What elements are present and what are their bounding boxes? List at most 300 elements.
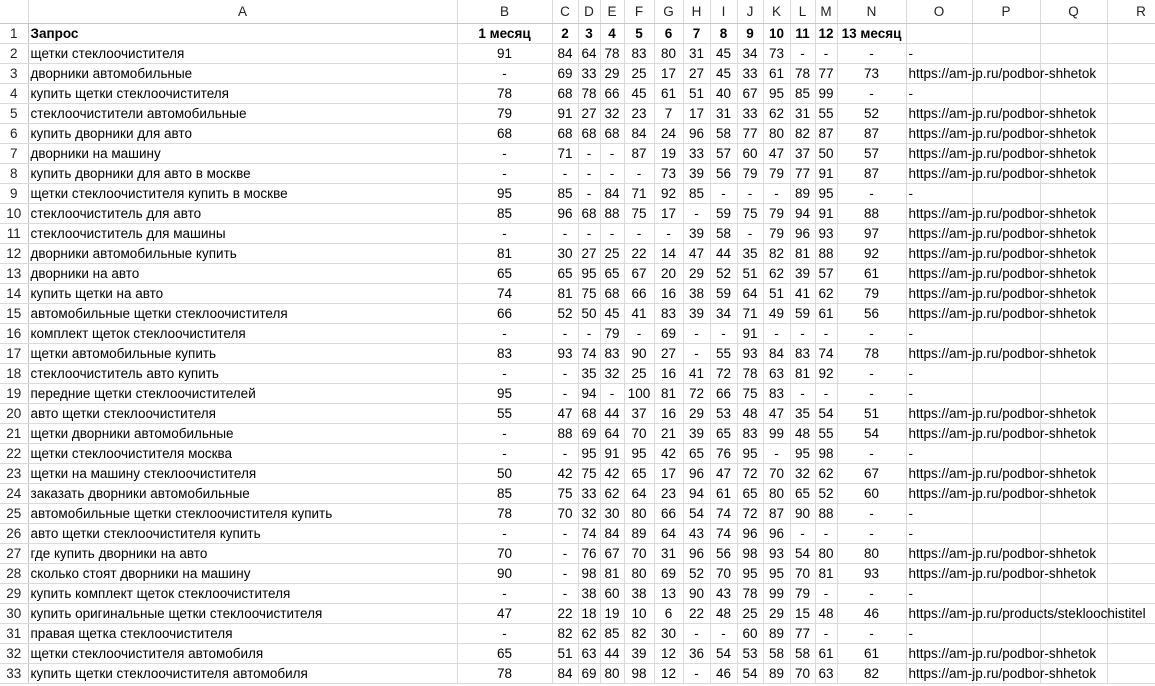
cell-value[interactable]: 33 [737, 63, 763, 83]
cell-value[interactable]: 35 [790, 403, 815, 423]
cell-value[interactable]: 64 [600, 423, 624, 443]
cell-value[interactable]: 48 [737, 403, 763, 423]
cell-empty[interactable] [906, 23, 972, 43]
row-number[interactable]: 4 [0, 83, 28, 103]
row-number[interactable]: 32 [0, 643, 28, 663]
cell-value[interactable]: 70 [790, 563, 815, 583]
column-header-P[interactable]: P [972, 0, 1040, 23]
cell-empty[interactable] [1040, 503, 1107, 523]
cell-empty[interactable] [1107, 343, 1155, 363]
cell-month-header[interactable]: 8 [710, 23, 737, 43]
cell-query[interactable]: щетки автомобильные купить [28, 343, 457, 363]
cell-value[interactable]: 61 [815, 303, 837, 323]
cell-value[interactable]: 95 [457, 383, 552, 403]
cell-value[interactable]: 84 [600, 183, 624, 203]
cell-value[interactable]: 85 [552, 183, 578, 203]
cell-empty[interactable] [1107, 623, 1155, 643]
cell-value[interactable]: 38 [624, 583, 654, 603]
cell-month-header[interactable]: 13 месяц [837, 23, 906, 43]
cell-value[interactable]: 93 [837, 563, 906, 583]
cell-url[interactable] [906, 103, 1097, 123]
cell-value[interactable]: 27 [578, 243, 600, 263]
cell-value[interactable]: 35 [737, 243, 763, 263]
cell-query[interactable]: сколько стоят дворники на машину [28, 563, 457, 583]
cell-value[interactable]: 64 [737, 283, 763, 303]
cell-value[interactable]: 87 [837, 163, 906, 183]
cell-value[interactable]: 48 [815, 603, 837, 623]
cell-value[interactable]: - [457, 143, 552, 163]
cell-value[interactable]: 69 [654, 323, 683, 343]
cell-value[interactable]: 75 [737, 203, 763, 223]
cell-value[interactable]: 62 [763, 263, 790, 283]
cell-value[interactable]: 95 [763, 83, 790, 103]
cell-empty[interactable] [1107, 103, 1155, 123]
cell-value[interactable]: 54 [837, 423, 906, 443]
cell-value[interactable]: 91 [600, 443, 624, 463]
cell-value[interactable]: 76 [710, 443, 737, 463]
cell-value[interactable]: 85 [600, 623, 624, 643]
cell-value[interactable]: 64 [624, 483, 654, 503]
cell-value[interactable]: - [837, 503, 906, 523]
cell-value[interactable]: 16 [654, 283, 683, 303]
cell-value[interactable]: 96 [790, 223, 815, 243]
cell-empty[interactable] [1107, 163, 1155, 183]
cell-value[interactable]: 48 [790, 423, 815, 443]
cell-value[interactable]: 82 [763, 243, 790, 263]
cell-value[interactable]: 45 [600, 303, 624, 323]
row-number[interactable]: 3 [0, 63, 28, 83]
cell-value[interactable]: 75 [578, 283, 600, 303]
cell-value[interactable]: - [815, 623, 837, 643]
cell-empty[interactable] [972, 23, 1040, 43]
cell-value[interactable]: 80 [624, 503, 654, 523]
cell-value[interactable]: 41 [683, 363, 710, 383]
cell-query[interactable]: дворники автомобильные [28, 63, 457, 83]
cell-value[interactable]: 72 [683, 383, 710, 403]
cell-value[interactable]: 85 [457, 203, 552, 223]
column-header-Q[interactable]: Q [1040, 0, 1107, 23]
cell-value[interactable]: 84 [552, 663, 578, 683]
cell-empty[interactable] [1040, 523, 1107, 543]
cell-value[interactable]: 73 [763, 43, 790, 63]
row-number[interactable]: 29 [0, 583, 28, 603]
cell-value[interactable]: 18 [578, 603, 600, 623]
cell-value[interactable]: 78 [737, 583, 763, 603]
cell-value[interactable]: 68 [578, 203, 600, 223]
cell-value[interactable]: 55 [815, 103, 837, 123]
cell-value[interactable]: 61 [815, 643, 837, 663]
cell-value[interactable]: 27 [683, 63, 710, 83]
cell-empty[interactable] [1107, 303, 1155, 323]
column-header-N[interactable]: N [837, 0, 906, 23]
cell-value[interactable]: 80 [763, 123, 790, 143]
cell-value[interactable]: 33 [683, 143, 710, 163]
cell-value[interactable]: 80 [624, 563, 654, 583]
row-number[interactable]: 18 [0, 363, 28, 383]
cell-value[interactable]: - [457, 423, 552, 443]
cell-value[interactable]: 61 [654, 83, 683, 103]
cell-value[interactable]: 47 [710, 463, 737, 483]
cell-empty[interactable] [1107, 283, 1155, 303]
cell-query[interactable]: щетки стеклоочистителя москва [28, 443, 457, 463]
cell-empty[interactable] [972, 323, 1040, 343]
cell-empty[interactable] [1107, 563, 1155, 583]
cell-value[interactable]: - [683, 343, 710, 363]
cell-url[interactable] [906, 203, 1097, 223]
cell-value[interactable]: 74 [457, 283, 552, 303]
cell-value[interactable]: 52 [710, 263, 737, 283]
cell-value[interactable]: 89 [624, 523, 654, 543]
cell-value[interactable]: 7 [654, 103, 683, 123]
cell-value[interactable]: 95 [457, 183, 552, 203]
cell-value[interactable]: 60 [737, 143, 763, 163]
cell-value[interactable]: - [763, 183, 790, 203]
cell-query[interactable]: стеклоочиститель для авто [28, 203, 457, 223]
row-number[interactable]: 21 [0, 423, 28, 443]
cell-query[interactable]: дворники автомобильные купить [28, 243, 457, 263]
cell-query[interactable]: щетки на машину стеклоочистителя [28, 463, 457, 483]
cell-value[interactable]: 78 [837, 343, 906, 363]
cell-value[interactable]: - [552, 223, 578, 243]
cell-value[interactable]: 77 [737, 123, 763, 143]
cell-value[interactable]: - [552, 323, 578, 343]
cell-value[interactable]: - [710, 623, 737, 643]
cell-empty[interactable] [1107, 663, 1155, 683]
cell-value[interactable]: 27 [578, 103, 600, 123]
cell-month-header[interactable]: 9 [737, 23, 763, 43]
column-header-O[interactable]: O [906, 0, 972, 23]
cell-value[interactable]: - [737, 223, 763, 243]
cell-value[interactable]: 95 [578, 263, 600, 283]
cell-value[interactable]: 50 [457, 463, 552, 483]
cell-value[interactable]: 82 [624, 623, 654, 643]
cell-empty[interactable] [1040, 83, 1107, 103]
cell-url[interactable] [906, 243, 1097, 263]
cell-value[interactable]: 93 [815, 223, 837, 243]
cell-value[interactable]: 54 [815, 403, 837, 423]
cell-value[interactable]: 96 [683, 123, 710, 143]
row-number[interactable]: 19 [0, 383, 28, 403]
cell-empty[interactable] [1107, 423, 1155, 443]
cell-query[interactable]: купить дворники для авто [28, 123, 457, 143]
cell-value[interactable]: 66 [654, 503, 683, 523]
cell-empty[interactable] [972, 183, 1040, 203]
cell-empty[interactable] [1107, 243, 1155, 263]
select-all-corner[interactable] [0, 0, 28, 23]
cell-empty[interactable] [1107, 403, 1155, 423]
cell-empty[interactable] [1107, 443, 1155, 463]
cell-query[interactable]: купить комплект щеток стеклоочистителя [28, 583, 457, 603]
cell-value[interactable]: 43 [683, 523, 710, 543]
cell-value[interactable]: - [552, 583, 578, 603]
cell-value[interactable]: 25 [737, 603, 763, 623]
cell-month-header[interactable]: 7 [683, 23, 710, 43]
row-number[interactable]: 22 [0, 443, 28, 463]
cell-month-header[interactable]: 10 [763, 23, 790, 43]
cell-value[interactable]: 87 [815, 123, 837, 143]
cell-value[interactable]: 92 [815, 363, 837, 383]
cell-empty[interactable] [1040, 183, 1107, 203]
cell-empty[interactable] [1107, 83, 1155, 103]
cell-month-header[interactable]: 6 [654, 23, 683, 43]
cell-value[interactable]: 84 [600, 523, 624, 543]
cell-value[interactable]: - [837, 583, 906, 603]
cell-value[interactable]: 37 [624, 403, 654, 423]
cell-url[interactable] [906, 623, 972, 643]
cell-value[interactable]: 96 [683, 463, 710, 483]
cell-empty[interactable] [1040, 383, 1107, 403]
cell-value[interactable]: 68 [600, 123, 624, 143]
cell-url[interactable] [906, 463, 1097, 483]
cell-value[interactable]: 96 [737, 523, 763, 543]
cell-value[interactable]: 65 [710, 423, 737, 443]
cell-empty[interactable] [1040, 363, 1107, 383]
cell-value[interactable]: 30 [654, 623, 683, 643]
cell-month-header[interactable]: 12 [815, 23, 837, 43]
cell-value[interactable]: 98 [578, 563, 600, 583]
column-header-G[interactable]: G [654, 0, 683, 23]
cell-value[interactable]: 65 [552, 263, 578, 283]
cell-value[interactable]: 17 [654, 463, 683, 483]
cell-value[interactable]: - [837, 383, 906, 403]
cell-value[interactable]: 81 [654, 383, 683, 403]
cell-value[interactable]: 78 [457, 83, 552, 103]
cell-value[interactable]: 88 [552, 423, 578, 443]
cell-value[interactable]: 54 [737, 663, 763, 683]
cell-empty[interactable] [972, 443, 1040, 463]
cell-query[interactable]: щетки стеклоочистителя купить в москве [28, 183, 457, 203]
cell-value[interactable]: 22 [683, 603, 710, 623]
cell-value[interactable]: 91 [552, 103, 578, 123]
cell-value[interactable]: 95 [763, 563, 790, 583]
cell-value[interactable]: 47 [763, 143, 790, 163]
cell-query[interactable]: купить щетки на авто [28, 283, 457, 303]
cell-month-header[interactable]: 1 месяц [457, 23, 552, 43]
cell-empty[interactable] [1040, 583, 1107, 603]
cell-value[interactable]: 68 [457, 123, 552, 143]
cell-value[interactable]: 63 [578, 643, 600, 663]
cell-url[interactable] [906, 503, 972, 523]
cell-value[interactable]: 15 [790, 603, 815, 623]
cell-value[interactable]: 60 [737, 623, 763, 643]
cell-value[interactable]: - [837, 43, 906, 63]
cell-empty[interactable] [1040, 23, 1107, 43]
cell-query[interactable]: стеклоочиститель для машины [28, 223, 457, 243]
cell-url[interactable] [906, 143, 1097, 163]
cell-value[interactable]: 39 [683, 163, 710, 183]
cell-value[interactable]: 13 [654, 583, 683, 603]
cell-value[interactable]: 68 [552, 123, 578, 143]
cell-value[interactable]: 83 [763, 383, 790, 403]
cell-month-header[interactable]: 11 [790, 23, 815, 43]
cell-value[interactable]: 50 [578, 303, 600, 323]
cell-value[interactable]: 90 [683, 583, 710, 603]
cell-value[interactable]: 49 [763, 303, 790, 323]
cell-value[interactable]: 12 [654, 643, 683, 663]
cell-query[interactable]: стеклоочиститель авто купить [28, 363, 457, 383]
cell-query[interactable]: дворники на машину [28, 143, 457, 163]
cell-value[interactable]: 94 [683, 483, 710, 503]
cell-value[interactable]: 95 [578, 443, 600, 463]
cell-query[interactable]: купить щетки стеклоочистителя [28, 83, 457, 103]
row-number[interactable]: 15 [0, 303, 28, 323]
cell-value[interactable]: 42 [654, 443, 683, 463]
cell-value[interactable]: 83 [790, 343, 815, 363]
cell-value[interactable]: 67 [600, 543, 624, 563]
cell-empty[interactable] [1107, 183, 1155, 203]
cell-value[interactable]: 21 [654, 423, 683, 443]
cell-query[interactable]: щетки дворники автомобильные [28, 423, 457, 443]
cell-value[interactable]: 43 [710, 583, 737, 603]
cell-value[interactable]: 55 [710, 343, 737, 363]
row-number[interactable]: 31 [0, 623, 28, 643]
row-number[interactable]: 16 [0, 323, 28, 343]
cell-value[interactable]: 70 [790, 663, 815, 683]
cell-value[interactable]: 81 [600, 563, 624, 583]
cell-value[interactable]: 25 [624, 63, 654, 83]
row-number[interactable]: 24 [0, 483, 28, 503]
cell-value[interactable]: 79 [763, 163, 790, 183]
cell-query[interactable]: стеклоочистители автомобильные [28, 103, 457, 123]
cell-value[interactable]: 38 [578, 583, 600, 603]
cell-value[interactable]: - [457, 523, 552, 543]
cell-url[interactable] [906, 303, 1097, 323]
cell-query[interactable]: дворники на авто [28, 263, 457, 283]
cell-value[interactable]: 42 [600, 463, 624, 483]
cell-value[interactable]: 31 [683, 43, 710, 63]
cell-value[interactable]: 83 [624, 43, 654, 63]
cell-empty[interactable] [1107, 123, 1155, 143]
cell-value[interactable]: 16 [654, 363, 683, 383]
cell-value[interactable]: 44 [600, 403, 624, 423]
cell-query[interactable]: авто щетки стеклоочистителя купить [28, 523, 457, 543]
cell-value[interactable]: 87 [763, 503, 790, 523]
cell-value[interactable]: 42 [552, 463, 578, 483]
row-number[interactable]: 8 [0, 163, 28, 183]
cell-value[interactable]: 84 [763, 343, 790, 363]
cell-url[interactable] [906, 563, 1097, 583]
row-number[interactable]: 1 [0, 23, 28, 43]
cell-value[interactable]: 50 [815, 143, 837, 163]
cell-value[interactable]: 70 [624, 423, 654, 443]
cell-query[interactable]: правая щетка стеклоочистителя [28, 623, 457, 643]
cell-value[interactable]: - [552, 363, 578, 383]
cell-empty[interactable] [1107, 63, 1155, 83]
cell-value[interactable]: 47 [763, 403, 790, 423]
cell-empty[interactable] [1040, 443, 1107, 463]
cell-value[interactable]: 66 [457, 303, 552, 323]
cell-empty[interactable] [1107, 643, 1155, 663]
cell-month-header[interactable]: 2 [552, 23, 578, 43]
cell-url[interactable] [906, 383, 972, 403]
cell-value[interactable]: 88 [837, 203, 906, 223]
cell-value[interactable]: 55 [815, 423, 837, 443]
cell-value[interactable]: 73 [837, 63, 906, 83]
cell-value[interactable]: 30 [600, 503, 624, 523]
cell-value[interactable]: - [763, 443, 790, 463]
cell-value[interactable]: - [457, 63, 552, 83]
cell-empty[interactable] [972, 43, 1040, 63]
cell-value[interactable]: 51 [763, 283, 790, 303]
cell-url[interactable] [906, 123, 1097, 143]
cell-value[interactable]: - [552, 543, 578, 563]
cell-url[interactable] [906, 183, 972, 203]
cell-value[interactable]: - [837, 523, 906, 543]
cell-value[interactable]: 69 [654, 563, 683, 583]
cell-value[interactable]: 95 [737, 563, 763, 583]
cell-value[interactable]: 33 [737, 103, 763, 123]
cell-value[interactable]: 68 [578, 403, 600, 423]
cell-value[interactable]: 52 [683, 563, 710, 583]
cell-value[interactable]: 91 [457, 43, 552, 63]
cell-value[interactable]: - [837, 83, 906, 103]
cell-value[interactable]: 60 [600, 583, 624, 603]
cell-value[interactable]: - [790, 43, 815, 63]
cell-value[interactable]: 81 [790, 363, 815, 383]
cell-value[interactable]: 58 [790, 643, 815, 663]
column-header-E[interactable]: E [600, 0, 624, 23]
cell-url[interactable] [906, 663, 1097, 683]
cell-value[interactable]: 39 [790, 263, 815, 283]
cell-value[interactable]: 47 [457, 603, 552, 623]
cell-query[interactable]: авто щетки стеклоочистителя [28, 403, 457, 423]
cell-url[interactable] [906, 583, 972, 603]
cell-value[interactable]: - [837, 323, 906, 343]
cell-value[interactable]: 56 [710, 163, 737, 183]
cell-value[interactable]: - [457, 583, 552, 603]
cell-value[interactable]: 70 [710, 563, 737, 583]
cell-value[interactable]: 64 [654, 523, 683, 543]
cell-value[interactable]: 61 [763, 63, 790, 83]
row-number[interactable]: 26 [0, 523, 28, 543]
cell-value[interactable]: 14 [654, 243, 683, 263]
cell-value[interactable]: 34 [710, 303, 737, 323]
row-number[interactable]: 7 [0, 143, 28, 163]
cell-value[interactable]: 61 [710, 483, 737, 503]
cell-value[interactable]: 97 [837, 223, 906, 243]
cell-value[interactable]: - [600, 163, 624, 183]
cell-value[interactable]: 29 [600, 63, 624, 83]
row-number[interactable]: 9 [0, 183, 28, 203]
cell-value[interactable]: 44 [600, 643, 624, 663]
cell-value[interactable]: 79 [600, 323, 624, 343]
cell-value[interactable]: 84 [552, 43, 578, 63]
cell-value[interactable]: 67 [624, 263, 654, 283]
cell-value[interactable]: - [815, 43, 837, 63]
column-header-K[interactable]: K [763, 0, 790, 23]
cell-value[interactable]: - [683, 663, 710, 683]
cell-value[interactable]: 67 [837, 463, 906, 483]
cell-value[interactable]: 98 [624, 663, 654, 683]
cell-value[interactable]: 78 [600, 43, 624, 63]
cell-query[interactable]: комплект щеток стеклоочистителя [28, 323, 457, 343]
cell-value[interactable]: 32 [600, 363, 624, 383]
cell-value[interactable]: 58 [710, 223, 737, 243]
cell-empty[interactable] [1107, 263, 1155, 283]
cell-value[interactable]: 74 [578, 523, 600, 543]
cell-value[interactable]: - [837, 183, 906, 203]
cell-value[interactable]: 45 [710, 63, 737, 83]
cell-url[interactable] [906, 263, 1097, 283]
cell-value[interactable]: 75 [737, 383, 763, 403]
cell-value[interactable]: - [600, 143, 624, 163]
cell-value[interactable]: 56 [837, 303, 906, 323]
cell-url[interactable] [906, 343, 1097, 363]
cell-value[interactable]: 70 [552, 503, 578, 523]
cell-empty[interactable] [972, 363, 1040, 383]
cell-value[interactable]: 75 [624, 203, 654, 223]
cell-value[interactable]: 29 [683, 403, 710, 423]
